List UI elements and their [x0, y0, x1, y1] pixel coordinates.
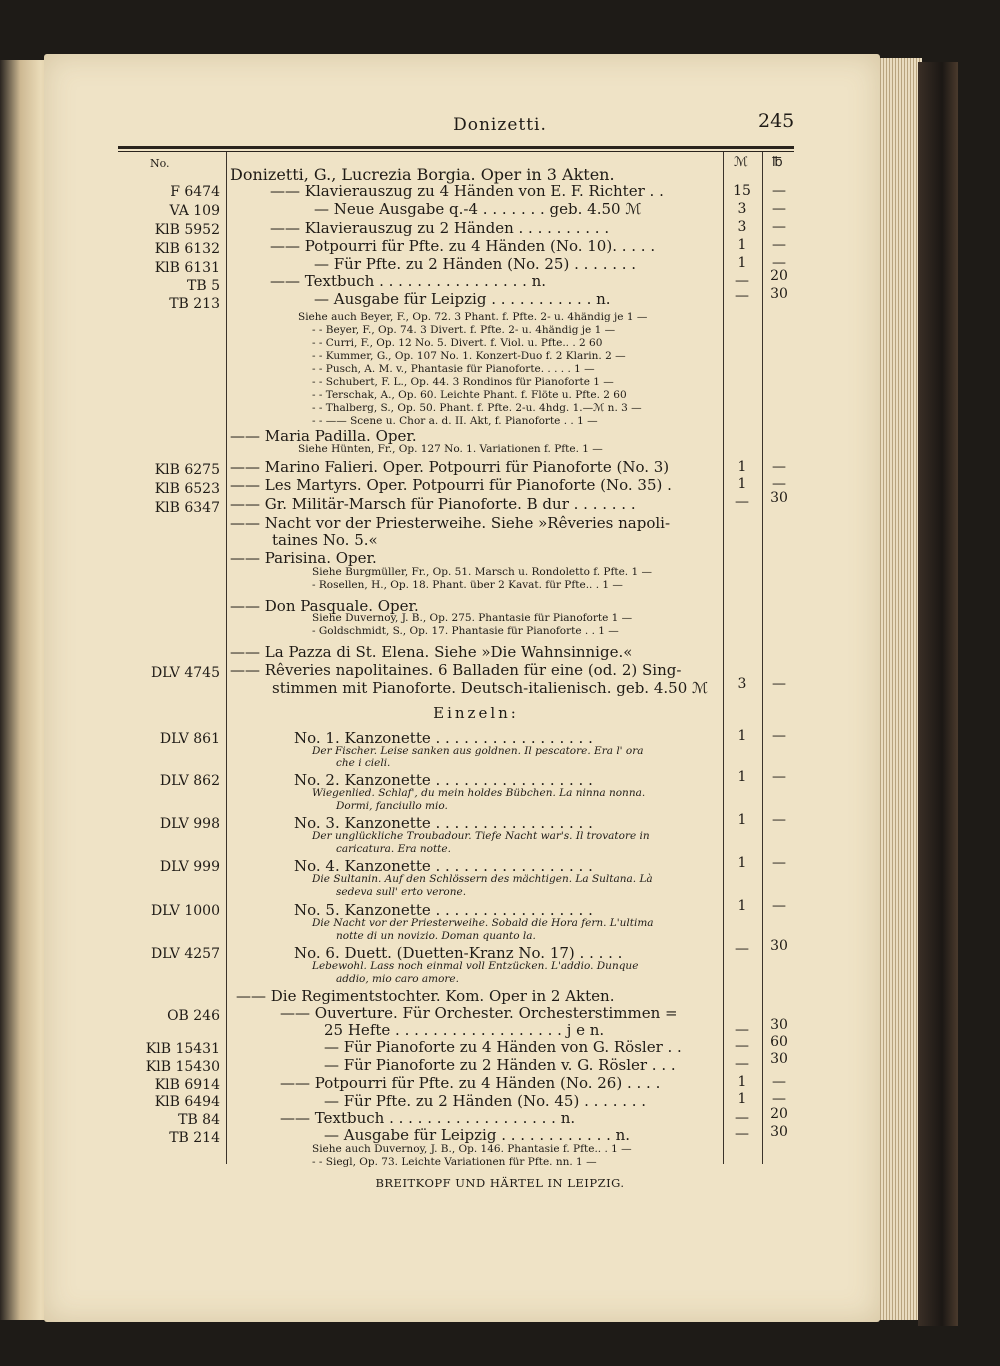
entry-pf: 30 [770, 490, 788, 506]
entry-mark: 1 [737, 898, 747, 914]
entry-no: TB 214 [169, 1130, 220, 1146]
entry-mark: — [735, 1056, 749, 1072]
entry-pf: — [772, 201, 786, 217]
entry-no: KlB 6132 [154, 241, 220, 257]
entry-pf: — [772, 183, 786, 199]
entry-mark: — [735, 1022, 749, 1038]
entry-no: KlB 6131 [154, 260, 220, 276]
entry-text: —— Nacht vor der Priesterweihe. Siehe »Rêveries napoli- [230, 514, 671, 532]
entry-title: Donizetti, G., Lucrezia Borgia. Oper in 3 Akten. [230, 165, 615, 184]
entry-text: —— Les Martyrs. Oper. Potpourri für Pianoforte (No. 35) . [230, 476, 672, 494]
entry-no: KlB 15430 [145, 1059, 220, 1075]
entry-no: KlB 6494 [154, 1094, 220, 1110]
entry-mark: 1 [737, 476, 747, 492]
song-subtitle: Die Nacht vor der Priesterweihe. Sobald die Hora fern. L'ultima [312, 917, 654, 929]
entry-text: No. 6. Duett. (Duetten-Kranz No. 17) . . . . . [294, 944, 623, 962]
entry-text: —— Textbuch . . . . . . . . . . . . . . . . n. [270, 272, 547, 290]
entry-mark: 15 [733, 183, 751, 199]
entry-text: No. 3. Kanzonette . . . . . . . . . . . . . . . . . [294, 814, 593, 832]
entry-text: No. 1. Kanzonette . . . . . . . . . . . . . . . . . [294, 729, 593, 747]
siehe-line: Siehe auch Beyer, F., Op. 72. 3 Phant. f. Pfte. 2- u. 4händig je 1 — [298, 311, 648, 323]
entry-no: DLV 861 [159, 731, 220, 747]
entry-pf: 30 [770, 1017, 788, 1033]
entry-title: —— Die Regimentstochter. Kom. Oper in 2 Akten. [236, 987, 615, 1005]
siehe-line: - - —— Scene u. Chor a. d. II. Akt, f. Pianoforte . . 1 — [312, 415, 598, 427]
entry-pf: — [772, 459, 786, 475]
entry-no: TB 213 [169, 296, 220, 312]
entry-no: KlB 5952 [154, 222, 220, 238]
entry-pf: — [772, 676, 786, 692]
running-title: Donizetti. [453, 115, 547, 135]
song-subtitle: sedeva sull' erto verone. [336, 886, 467, 898]
entry-no: TB 5 [187, 278, 220, 294]
page-number: 245 [758, 110, 795, 132]
entry-pf: 30 [770, 1124, 788, 1140]
entry-text: taines No. 5.« [272, 531, 378, 549]
entry-text: — Ausgabe für Leipzig . . . . . . . . . . . n. [314, 290, 611, 308]
entry-no: KlB 6523 [154, 481, 220, 497]
entry-title: —— La Pazza di St. Elena. Siehe »Die Wahnsinnige.« [230, 643, 633, 661]
entry-text: No. 5. Kanzonette . . . . . . . . . . . . . . . . . [294, 901, 593, 919]
song-subtitle: notte di un novizio. Doman quanto la. [336, 930, 536, 942]
entry-mark: 1 [737, 237, 747, 253]
song-subtitle: Dormi, fanciullo mio. [336, 800, 448, 812]
siehe-line: - - Beyer, F., Op. 74. 3 Divert. f. Pfte. 2- u. 4händig je 1 — [312, 324, 616, 336]
entry-no: DLV 1000 [150, 903, 220, 919]
column-divider-no [226, 152, 227, 1164]
entry-pf: — [772, 855, 786, 871]
entry-mark: — [735, 1038, 749, 1054]
entry-no: OB 246 [167, 1008, 220, 1024]
entry-text: —— Rêveries napolitaines. 6 Balladen für eine (od. 2) Sing- [230, 661, 682, 679]
entry-mark: — [735, 273, 749, 289]
entry-text: —— Marino Falieri. Oper. Potpourri für Pianoforte (No. 3) [230, 458, 670, 476]
entry-no: KlB 6275 [154, 462, 220, 478]
entry-pf: 30 [770, 1051, 788, 1067]
section-heading: Einzeln: [433, 704, 519, 722]
entry-text: —— Textbuch . . . . . . . . . . . . . . . . . . n. [280, 1109, 576, 1127]
entry-pf: 30 [770, 286, 788, 302]
siehe-line: Siehe Burgmüller, Fr., Op. 51. Marsch u. Rondoletto f. Pfte. 1 — [312, 566, 652, 578]
siehe-line: Siehe Duvernoy, J. B., Op. 275. Phantasie für Pianoforte 1 — [312, 612, 633, 624]
entry-mark: 1 [737, 255, 747, 271]
siehe-line: - - Thalberg, S., Op. 50. Phant. f. Pfte. 2-u. 4hdg. 1.—ℳ n. 3 — [312, 402, 642, 414]
entry-pf: — [772, 237, 786, 253]
page-stack-edge [878, 58, 922, 1320]
column-divider-mark [762, 152, 763, 1164]
entry-text: — Neue Ausgabe q.-4 . . . . . . . geb. 4.50 ℳ [314, 200, 642, 218]
siehe-line: - Rosellen, H., Op. 18. Phant. über 2 Kavat. für Pfte.. . 1 — [312, 579, 623, 591]
entry-mark: 1 [737, 1091, 747, 1107]
entry-mark: 1 [737, 812, 747, 828]
siehe-line: - - Siegl, Op. 73. Leichte Variationen für Pfte. nn. 1 — [312, 1156, 597, 1168]
entry-pf: — [772, 476, 786, 492]
entry-no: DLV 999 [159, 859, 220, 875]
entry-mark: 3 [737, 219, 747, 235]
entry-text: — Für Pianoforte zu 2 Händen v. G. Rösler . . . [324, 1056, 676, 1074]
entry-no: KlB 6347 [154, 500, 220, 516]
entry-pf: 60 [770, 1034, 788, 1050]
entry-mark: 3 [737, 676, 747, 692]
entry-text: 25 Hefte . . . . . . . . . . . . . . . . . . j e n. [324, 1021, 605, 1039]
entry-text: —— Gr. Militär-Marsch für Pianoforte. B dur . . . . . . . [230, 495, 636, 513]
entry-pf: — [772, 219, 786, 235]
header-no: No. [150, 157, 170, 170]
entry-mark: 3 [737, 201, 747, 217]
entry-no: DLV 4745 [150, 665, 220, 681]
entry-text: —— Ouverture. Für Orchester. Orchesterstimmen = [280, 1004, 678, 1022]
siehe-line: - - Curri, F., Op. 12 No. 5. Divert. f. Viol. u. Pfte.. . 2 60 [312, 337, 603, 349]
song-subtitle: Wiegenlied. Schlaf', du mein holdes Bübchen. La ninna nonna. [312, 787, 646, 799]
song-subtitle: Der unglückliche Troubadour. Tiefe Nacht war's. Il trovatore in [312, 830, 650, 842]
entry-pf: — [772, 898, 786, 914]
entry-no: F 6474 [170, 184, 220, 200]
song-subtitle: Der Fischer. Leise sanken aus goldnen. Il pescatore. Era l' ora [312, 745, 644, 757]
header-rule [118, 146, 794, 149]
entry-pf: — [772, 728, 786, 744]
siehe-line: - - Schubert, F. L., Op. 44. 3 Rondinos für Pianoforte 1 — [312, 376, 614, 388]
entry-mark: 1 [737, 1074, 747, 1090]
entry-no: KlB 6914 [154, 1077, 220, 1093]
entry-no: DLV 862 [159, 773, 220, 789]
entry-pf: — [772, 255, 786, 271]
entry-pf: — [772, 769, 786, 785]
entry-pf: — [772, 1074, 786, 1090]
entry-text: — Für Pfte. zu 2 Händen (No. 45) . . . . . . . [324, 1092, 647, 1110]
book-cover [918, 62, 958, 1326]
entry-pf: 20 [770, 268, 788, 284]
entry-no: DLV 4257 [150, 946, 220, 962]
header-rule-thin [118, 151, 794, 152]
entry-pf: — [772, 1091, 786, 1107]
entry-text: No. 2. Kanzonette . . . . . . . . . . . . . . . . . [294, 771, 593, 789]
entry-mark: 1 [737, 855, 747, 871]
entry-mark: 1 [737, 769, 747, 785]
entry-pf: 30 [770, 938, 788, 954]
entry-mark: — [735, 941, 749, 957]
entry-mark: — [735, 1126, 749, 1142]
entry-text: stimmen mit Pianoforte. Deutsch-italienisch. geb. 4.50 ℳ [272, 679, 709, 697]
header-pf: ℔ [772, 155, 783, 170]
entry-text: — Ausgabe für Leipzig . . . . . . . . . . . . n. [324, 1126, 631, 1144]
entry-text: — Für Pfte. zu 2 Händen (No. 25) . . . . . . . [314, 255, 637, 273]
entry-no: KlB 15431 [145, 1041, 220, 1057]
entry-pf: 20 [770, 1106, 788, 1122]
entry-title: —— Parisina. Oper. [230, 549, 377, 567]
entry-mark: — [735, 1110, 749, 1126]
entry-title: —— Don Pasquale. Oper. [230, 597, 419, 615]
entry-text: —— Klavierauszug zu 4 Händen von E. F. Richter . . [270, 182, 664, 200]
entry-text: —— Potpourri für Pfte. zu 4 Händen (No. 26) . . . . [280, 1074, 661, 1092]
entry-no: TB 84 [178, 1112, 220, 1128]
entry-text: — Für Pianoforte zu 4 Händen von G. Rösler . . [324, 1038, 682, 1056]
song-subtitle: caricatura. Era notte. [336, 843, 451, 855]
entry-text: —— Klavierauszug zu 2 Händen . . . . . . . . . . [270, 219, 610, 237]
song-subtitle: addio, mio caro amore. [336, 973, 459, 985]
column-divider-text [723, 152, 724, 1164]
entry-text: No. 4. Kanzonette . . . . . . . . . . . . . . . . . [294, 857, 593, 875]
siehe-line: - Goldschmidt, S., Op. 17. Phantasie für Pianoforte . . 1 — [312, 625, 619, 637]
header-mark: ℳ [734, 155, 748, 170]
entry-mark: 1 [737, 728, 747, 744]
entry-pf: — [772, 812, 786, 828]
siehe-line: Siehe auch Duvernoy, J. B., Op. 146. Phantasie f. Pfte.. . 1 — [312, 1143, 632, 1155]
siehe-line: - - Pusch, A. M. v., Phantasie für Pianoforte. . . . . 1 — [312, 363, 595, 375]
publisher-footer: BREITKOPF UND HÄRTEL IN LEIPZIG. [375, 1176, 625, 1190]
song-subtitle: Die Sultanin. Auf den Schlössern des mächtigen. La Sultana. Là [312, 873, 653, 885]
song-subtitle: Lebewohl. Lass noch einmal voll Entzücken. L'addio. Dunque [312, 960, 639, 972]
siehe-line: - - Kummer, G., Op. 107 No. 1. Konzert-Duo f. 2 Klarin. 2 — [312, 350, 626, 362]
entry-text: —— Potpourri für Pfte. zu 4 Händen (No. 10). . . . . [270, 237, 656, 255]
entry-title: —— Maria Padilla. Oper. [230, 427, 417, 445]
entry-mark: — [735, 494, 749, 510]
entry-no: VA 109 [169, 203, 220, 219]
siehe-line: - - Terschak, A., Op. 60. Leichte Phant. f. Flöte u. Pfte. 2 60 [312, 389, 627, 401]
entry-mark: — [735, 288, 749, 304]
entry-no: DLV 998 [159, 816, 220, 832]
entry-mark: 1 [737, 459, 747, 475]
song-subtitle: che i cieli. [336, 757, 391, 769]
siehe-line: Siehe Hünten, Fr., Op. 127 No. 1. Variationen f. Pfte. 1 — [298, 443, 603, 455]
